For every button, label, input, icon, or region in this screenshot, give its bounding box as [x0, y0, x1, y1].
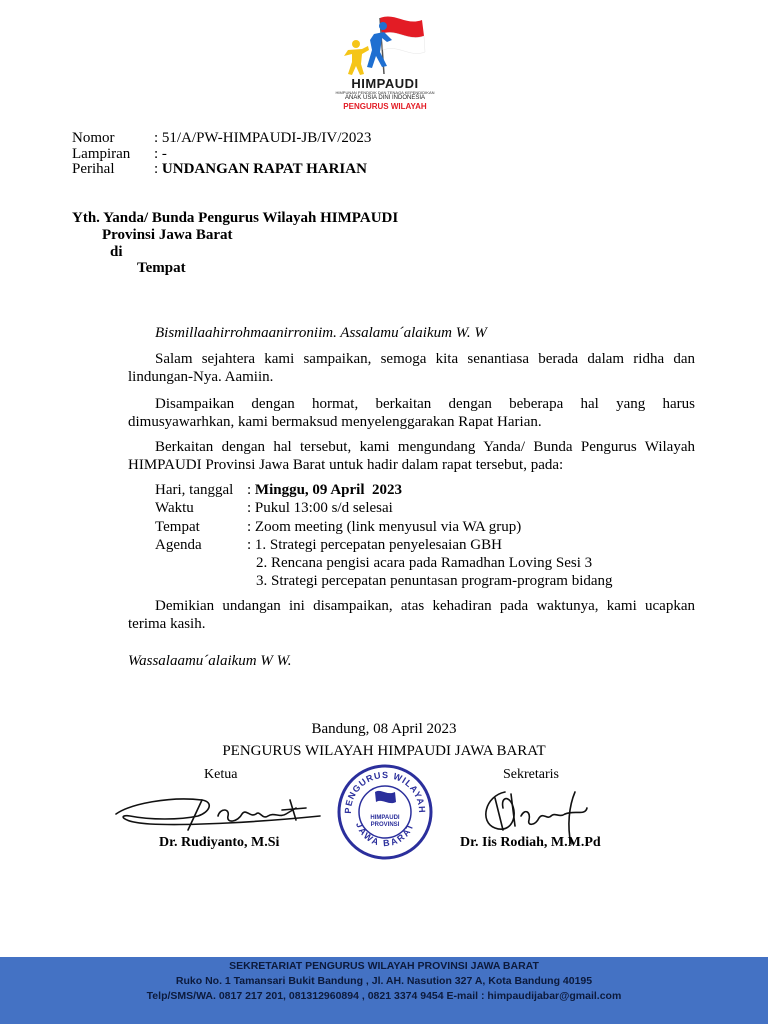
agenda-item-2: 2. Rencana pengisi acara pada Ramadhan Loving Sesi 3	[256, 555, 593, 571]
footer-line-2: Ruko No. 1 Tamansari Bukit Bandung , Jl. AH. Nasution 327 A, Kota Bandung 40195	[175, 975, 593, 987]
paragraph-2: Disampaikan dengan hormat, berkaitan dengan beberapa hal yang harus dimusyawarhkan, kami bermaksud menyelenggarakan Rapat Harian.	[128, 396, 695, 430]
lampiran-label: Lampiran	[72, 146, 131, 162]
yellow-figure-head	[352, 40, 360, 48]
day-colon: :	[247, 482, 255, 498]
stamp-center-2: PROVINSI	[370, 822, 400, 828]
recipient-line-2: Provinsi Jawa Barat	[102, 227, 233, 243]
organization-stamp	[335, 762, 435, 862]
blue-figure	[367, 32, 392, 68]
logo-subtitle-2: ANAK USIA DINI INDONESIA	[344, 95, 426, 101]
perihal-label: Perihal	[72, 161, 115, 177]
footer-line-3: Telp/SMS/WA. 0817 217 201, 081312960894 , 0821 3374 9454 E-mail : himpaudijabar@gmail.com	[146, 990, 622, 1002]
place-date: Bandung, 08 April 2023	[311, 721, 457, 737]
logo-subtitle-1: HIMPUNAN PENDIDIK DAN TENAGA KEPENDIDIKAN	[335, 90, 435, 95]
paragraph-1: Salam sejahtera kami sampaikan, semoga kita senantiasa berada dalam ridha dan lindungan-Nya. Aamiin.	[128, 351, 695, 385]
day-label: Hari, tanggal	[155, 482, 234, 498]
logo-subtitle-3: PENGURUS WILAYAH	[343, 102, 427, 111]
closing-paragraph: Demikian undangan ini disampaikan, atas kehadiran pada waktunya, kami ucapkan terima kasih.	[128, 598, 695, 632]
time-value: : Pukul 13:00 s/d selesai	[247, 500, 393, 516]
agenda-item-1: : 1. Strategi percepatan penyelesaian GBH	[247, 537, 502, 553]
left-signature	[110, 786, 332, 836]
recipient-line-1: Yth. Yanda/ Bunda Pengurus Wilayah HIMPAUDI	[72, 210, 399, 226]
perihal-colon: :	[154, 161, 162, 177]
stamp-center-1: HIMPAUDI	[370, 815, 400, 821]
nomor-value: : 51/A/PW-HIMPAUDI-JB/IV/2023	[154, 130, 372, 146]
greeting: Bismillaahirrohmaanirroniim. Assalamu´alaikum W. W	[155, 325, 487, 341]
yellow-figure	[344, 46, 369, 75]
blue-figure-head	[379, 22, 387, 30]
perihal-line	[154, 160, 367, 178]
place-value: : Zoom meeting (link menyusul via WA grup)	[247, 519, 522, 535]
right-signer-name: Dr. Iis Rodiah, M.M.Pd	[460, 835, 601, 850]
nomor-label: Nomor	[72, 130, 115, 146]
day-line	[247, 481, 402, 499]
left-role: Ketua	[204, 767, 238, 782]
place-label: Tempat	[155, 519, 200, 535]
recipient-line-4: Tempat	[137, 260, 186, 276]
perihal-value: UNDANGAN RAPAT HARIAN	[161, 161, 367, 177]
lampiran-value: : -	[154, 146, 167, 162]
left-signer-name: Dr. Rudiyanto, M.Si	[159, 835, 280, 850]
agenda-item-3: 3. Strategi percepatan penuntasan program-program bidang	[256, 573, 613, 589]
time-label: Waktu	[155, 500, 194, 516]
right-role: Sekretaris	[503, 767, 559, 782]
organization: PENGURUS WILAYAH HIMPAUDI JAWA BARAT	[222, 743, 546, 759]
farewell: Wassalaamu´alaikum W W.	[128, 653, 292, 669]
agenda-label: Agenda	[155, 537, 202, 553]
footer-bar	[0, 957, 768, 1024]
paragraph-3: Berkaitan dengan hal tersebut, kami mengundang Yanda/ Bunda Pengurus Wilayah HIMPAUDI Provinsi Jawa Barat untuk hadir dalam rapat tersebut, pada:	[128, 439, 695, 473]
recipient-line-3: di	[110, 244, 123, 260]
stamp-top-text: PENGURUS WILAYAH	[342, 769, 428, 814]
day-value: Minggu, 09 April 2023	[254, 482, 403, 498]
stamp-flag-icon	[375, 791, 396, 803]
footer-line-1: SEKRETARIAT PENGURUS WILAYAH PROVINSI JAWA BARAT	[229, 960, 539, 972]
logo-title: HIMPAUDI	[351, 76, 419, 91]
stamp-bottom-text: JAWA BARAT	[353, 820, 417, 849]
